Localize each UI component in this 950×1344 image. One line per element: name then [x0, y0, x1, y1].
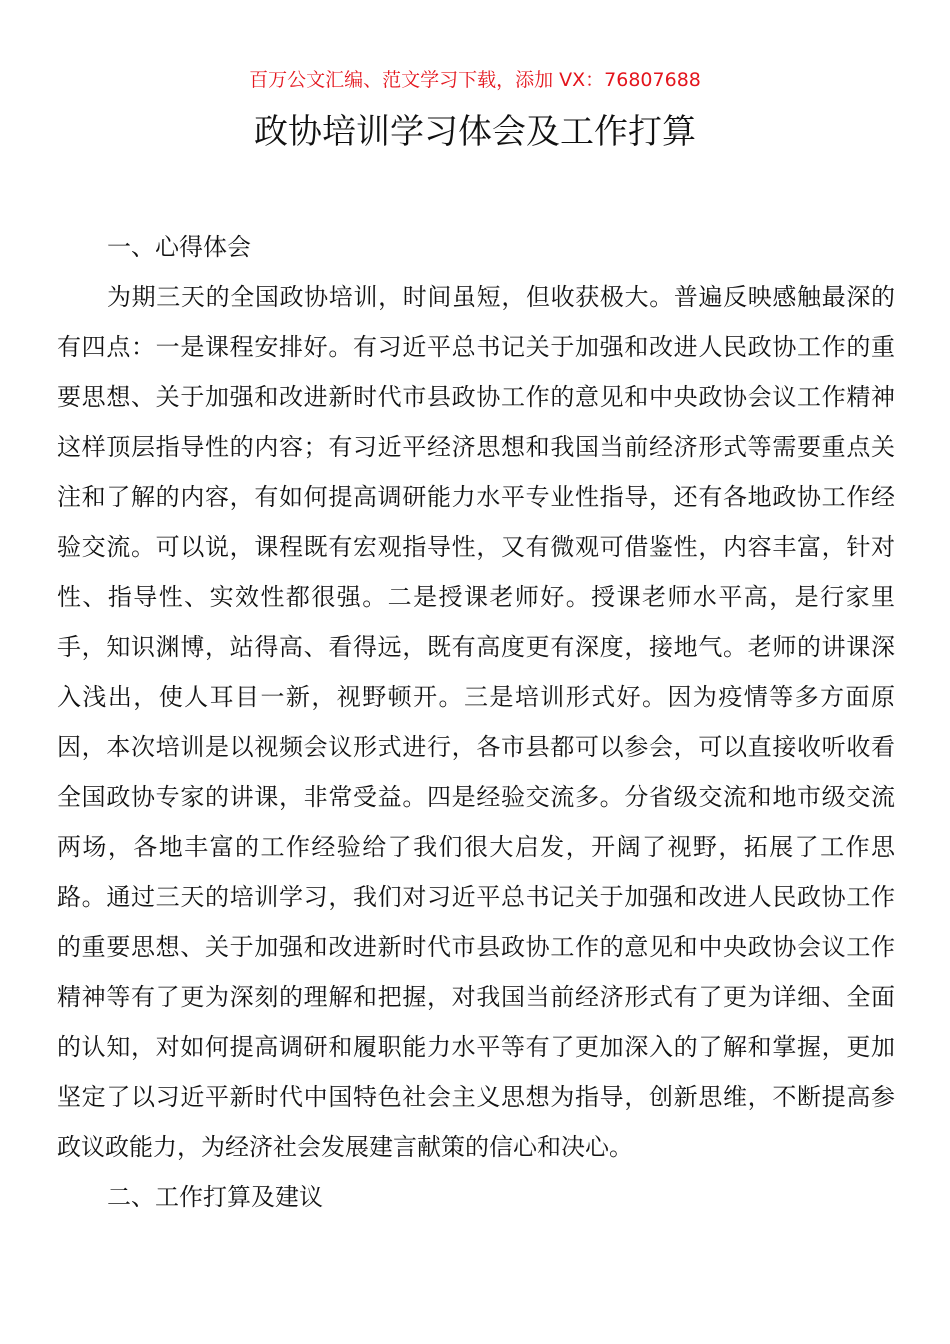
section-heading-1: 一、心得体会: [107, 233, 251, 261]
watermark-header: 百万公文汇编、范文学习下载，添加 VX：76807688: [249, 69, 701, 91]
section-paragraph-1: 为期三天的全国政协培训，时间虽短，但收获极大。普遍反映感触最深的有四点：一是课程安排好。有习近平总书记关于加强和改进人民政协工作的重要思想、关于加强和改进新时代市县政协工作的意见和中央政协会议工作精神这样顶层指导性的内容；有习近平经济思想和我国当前经济形式等需要重点关注和了解的内容，有如何提高调研能力水平专业性指导，还有各地政协工作经验交流。可以说，课程既有宏观指导性，又有微观可借鉴性，内容丰富，针对性、指导性、实效性都很强。二是授课老师好。授课老师水平高，是行家里手，知识渊博，站得高、看得远，既有高度更有深度，接地气。老师的讲课深入浅出，使人耳目一新，视野顿开。三是培训形式好。因为疫情等多方面原因，本次培训是以视频会议形式进行，各市县都可以参会，可以直接收听收看全国政协专家的讲课，非常受益。四是经验交流多。分省级交流和地市级交流两场，各地丰富的工作经验给了我们很大启发，开阔了视野，拓展了工作思路。通过三天的培训学习，我们对习近平总书记关于加强和改进人民政协工作的重要思想、关于加强和改进新时代市县政协工作的意见和中央政协会议工作精神等有了更为深刻的理解和把握，对我国当前经济形式有了更为详细、全面的认知，对如何提高调研和履职能力水平等有了更加深入的了解和掌握，更加坚定了以习近平新时代中国特色社会主义思想为指导，创新思维，不断提高参政议政能力，为经济社会发展建言献策的信心和决心。: [57, 283, 895, 1161]
document-title: 政协培训学习体会及工作打算: [254, 112, 696, 152]
document-body: [57, 222, 895, 1222]
section-heading-2: 二、工作打算及建议: [107, 1183, 323, 1211]
